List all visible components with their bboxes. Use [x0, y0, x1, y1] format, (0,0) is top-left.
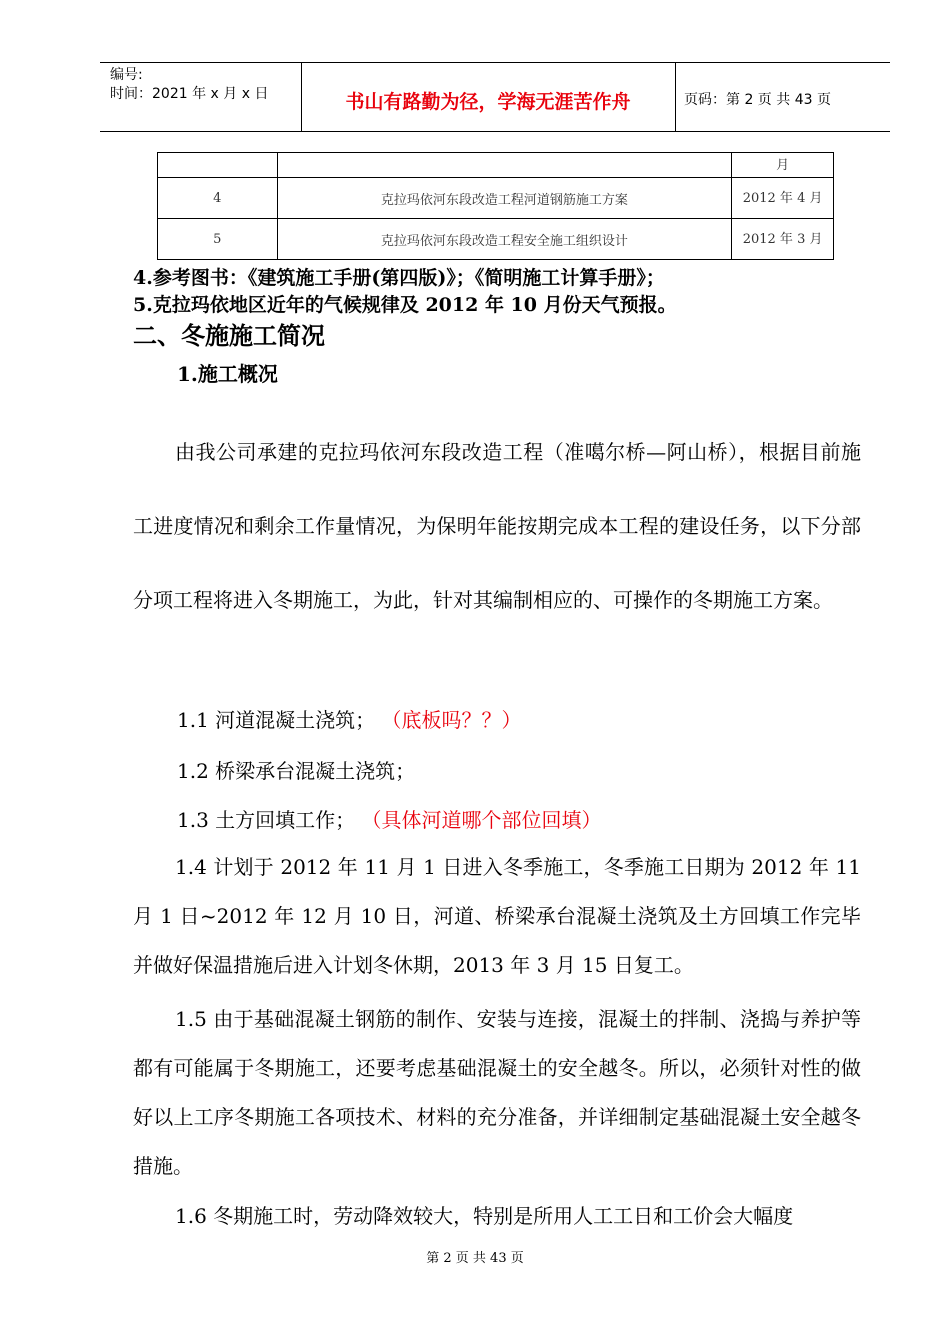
- table-cell-date: 2012 年 3 月: [732, 219, 834, 260]
- header-time-label: 时间：2021 年 x 月 x 日: [110, 86, 269, 102]
- paragraph-1-5: [133, 995, 861, 1191]
- item-text: 1.1 河道混凝土浇筑；: [177, 708, 376, 732]
- header-divider: [675, 63, 676, 131]
- page-header: [100, 62, 890, 132]
- paragraph-text: 1.4 计划于 2012 年 11 月 1 日进入冬季施工，冬季施工日期为 2012 年 11 月 1 日~2012 年 12 月 10 日，河道、桥梁承台混凝土浇筑及土方回填工作完毕并做好保温措施后进入计划冬休期，2013 年 3 月 15 日复工。: [133, 855, 861, 977]
- subsection-title: 1.施工概况: [177, 362, 278, 386]
- table-cell-name: [277, 153, 732, 178]
- item-text: 1.3 土方回填工作；: [177, 808, 356, 832]
- table-cell-no: 5: [158, 219, 278, 260]
- paragraph-text: 1.6 冬期施工时，劳动降效较大，特别是所用人工工日和工价会大幅度: [175, 1204, 794, 1228]
- table-cell-no: [158, 153, 278, 178]
- table-cell-name: 克拉玛依河东段改造工程安全施工组织设计: [277, 219, 732, 260]
- list-item: [177, 755, 415, 784]
- section-title: 二、冬施施工简况: [133, 321, 325, 350]
- header-page-info: 页码：第 2 页 共 43 页: [684, 92, 831, 108]
- header-meta: [110, 66, 268, 104]
- table-cell-no: 4: [158, 178, 278, 219]
- page-footer: 第 2 页 共 43 页: [426, 1251, 524, 1266]
- list-item: [177, 704, 522, 733]
- review-note: （底板吗？？）: [381, 708, 522, 732]
- table-row: [158, 178, 834, 219]
- reference-table: [157, 152, 834, 260]
- table-cell-date: 2012 年 4 月: [732, 178, 834, 219]
- header-number-label: 编号:: [110, 67, 143, 83]
- paragraph-text: 1.5 由于基础混凝土钢筋的制作、安装与连接，混凝土的拌制、浇捣与养护等都有可能属于冬期施工，还要考虑基础混凝土的安全越冬。所以，必须针对性的做好以上工序冬期施工各项技术、材料的充分准备，并详细制定基础混凝土安全越冬措施。: [133, 1007, 861, 1178]
- header-motto: 书山有路勤为径，学海无涯苦作舟: [345, 91, 631, 113]
- table-row: [158, 153, 834, 178]
- table-cell-date: 月: [732, 153, 834, 178]
- paragraph-1-6: [133, 1192, 861, 1241]
- intro-text: 由我公司承建的克拉玛依河东段改造工程（准噶尔桥—阿山桥），根据目前施工进度情况和剩余工作量情况，为保明年能按期完成本工程的建设任务，以下分部分项工程将进入冬期施工，为此，针对其编制相应的、可操作的冬期施工方案。: [133, 440, 861, 612]
- table-cell-name: 克拉玛依河东段改造工程河道钢筋施工方案: [277, 178, 732, 219]
- item-text: 1.2 桥梁承台混凝土浇筑；: [177, 759, 416, 783]
- paragraph-1-4: [133, 843, 861, 990]
- table-row: [158, 219, 834, 260]
- review-note: （具体河道哪个部位回填）: [361, 808, 602, 832]
- reference-books: 4.参考图书：《建筑施工手册(第四版)》；《简明施工计算手册》；: [133, 267, 665, 289]
- intro-paragraph: [133, 415, 861, 637]
- list-item: [177, 804, 602, 833]
- reference-weather: 5.克拉玛依地区近年的气候规律及 2012 年 10 月份天气预报。: [133, 294, 677, 316]
